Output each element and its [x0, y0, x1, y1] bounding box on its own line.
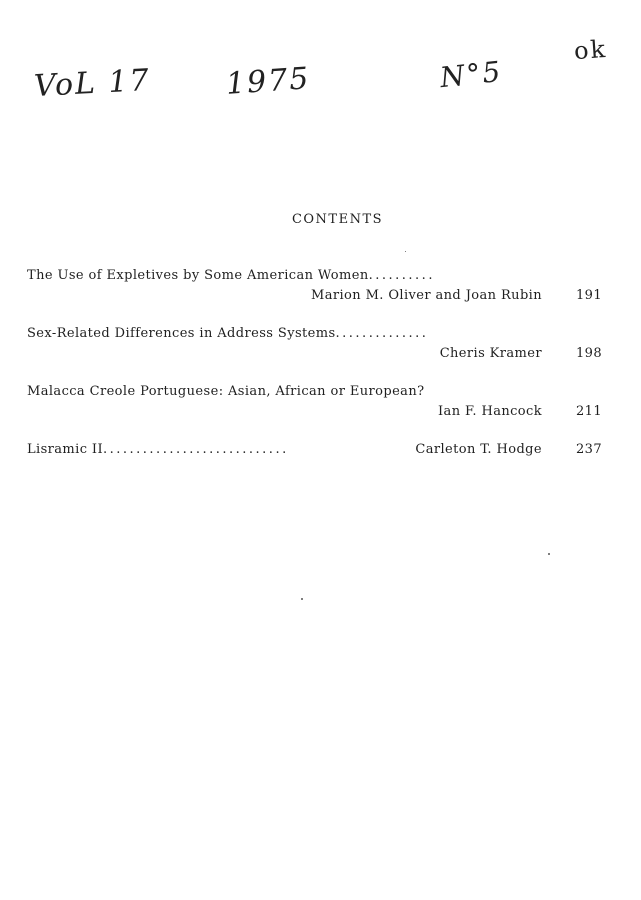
toc-entry	[27, 382, 602, 422]
toc-entry-title-line	[27, 266, 602, 286]
toc-entry-page: 198	[575, 346, 602, 361]
contents-heading: CONTENTS	[291, 212, 384, 227]
toc-entry-title-with-leader	[27, 440, 289, 460]
toc-entry-leader: ............................	[103, 442, 289, 457]
handwritten-year: 1975	[224, 61, 312, 102]
toc-entry-title: Sex-Related Differences in Address Systems	[27, 326, 336, 341]
handwritten-check-mark: ok	[573, 34, 608, 66]
toc-entry-page: 237	[575, 442, 602, 457]
toc-entry-title-line	[27, 324, 602, 344]
toc-entry	[27, 440, 602, 460]
handwritten-volume: VoL 17	[33, 62, 152, 105]
toc-entry-title: The Use of Expletives by Some American Women	[27, 268, 369, 283]
toc-entry-title-line	[27, 440, 602, 460]
toc-entry-author: Ian F. Hancock	[438, 404, 542, 419]
toc-entry-leader: ..............	[335, 326, 429, 341]
toc-entry	[27, 324, 602, 364]
toc-entry	[27, 266, 602, 306]
toc-entry-title: Malacca Creole Portuguese: Asian, African or European?	[27, 384, 425, 399]
toc-entry-author: Cheris Kramer	[439, 346, 542, 361]
toc-entry-author-line	[27, 402, 602, 422]
handwritten-issue-number: N°5	[438, 54, 504, 95]
paper-speck	[548, 553, 550, 555]
paper-speck	[405, 251, 406, 252]
toc-entry-author-line	[27, 344, 602, 364]
toc-entry-page: 211	[575, 404, 602, 419]
toc-entry-page: 191	[575, 288, 602, 303]
toc-entry-leader: ..........	[368, 268, 435, 283]
paper-speck	[301, 598, 303, 600]
toc-entry-title-line	[27, 382, 602, 402]
toc-entry-author: Marion M. Oliver and Joan Rubin	[311, 288, 542, 303]
toc-entry-author: Carleton T. Hodge	[415, 442, 542, 457]
toc-entry-author-line	[27, 286, 602, 306]
toc-entry-title: Lisramic II	[27, 442, 103, 457]
